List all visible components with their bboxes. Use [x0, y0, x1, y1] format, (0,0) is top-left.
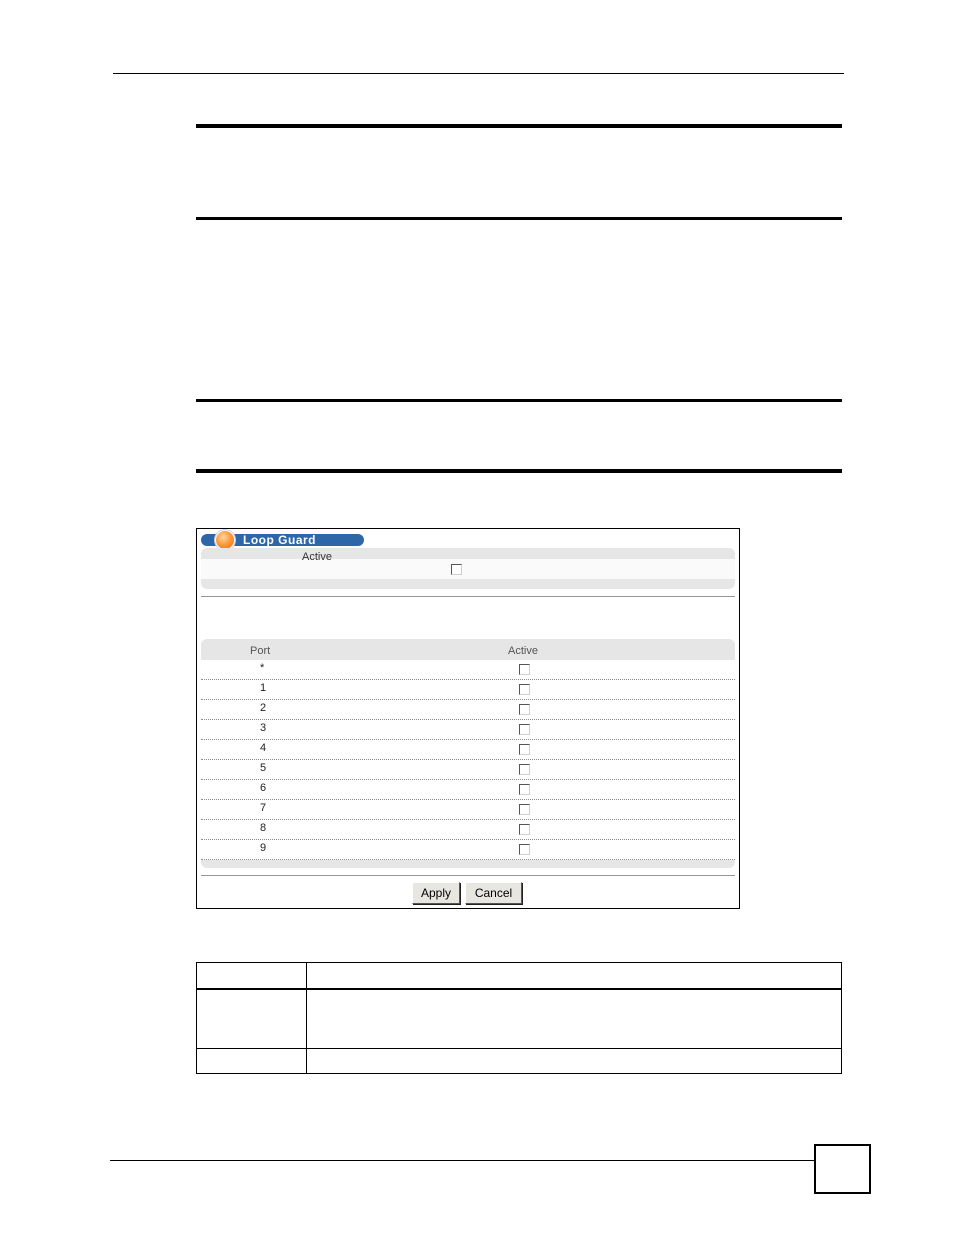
table-border — [196, 1073, 842, 1074]
port-active-checkbox[interactable] — [519, 744, 530, 755]
global-active-checkbox[interactable] — [451, 564, 462, 575]
port-cell: 5 — [260, 762, 267, 774]
port-active-checkbox[interactable] — [519, 824, 530, 835]
port-active-checkbox[interactable] — [519, 704, 530, 715]
table-border — [196, 1048, 842, 1049]
title-orb-icon — [215, 530, 235, 550]
port-active-checkbox[interactable] — [519, 684, 530, 695]
table-border — [841, 962, 842, 1074]
port-cell: * — [260, 662, 265, 674]
table-border — [196, 962, 197, 1074]
port-cell: 9 — [260, 842, 267, 854]
port-active-checkbox[interactable] — [519, 804, 530, 815]
table-row — [201, 780, 735, 800]
page-number-box — [814, 1144, 871, 1194]
table-border — [306, 962, 307, 1074]
port-cell: 6 — [260, 782, 267, 794]
footer-rule — [110, 1160, 814, 1161]
port-active-checkbox[interactable] — [519, 844, 530, 855]
column-header-active: Active — [508, 645, 538, 657]
port-cell: 7 — [260, 802, 267, 814]
table-border — [196, 988, 842, 990]
table-row — [201, 740, 735, 760]
port-cell: 1 — [260, 682, 267, 694]
header-rule — [113, 73, 844, 74]
screen-title: Loop Guard — [243, 533, 316, 547]
global-settings-panel — [201, 548, 735, 589]
global-active-label: Active — [302, 551, 332, 563]
note-rule-top-2 — [196, 399, 842, 402]
column-header-port: Port — [250, 645, 271, 657]
note-rule-top — [196, 124, 842, 128]
port-active-checkbox[interactable] — [519, 664, 530, 675]
note-rule-bottom — [196, 217, 842, 220]
table-row — [201, 760, 735, 780]
table-row — [201, 720, 735, 740]
port-active-checkbox[interactable] — [519, 764, 530, 775]
port-cell: 3 — [260, 722, 267, 734]
loop-guard-screen — [196, 528, 740, 909]
description-table — [196, 962, 842, 1075]
note-rule-bottom-2 — [196, 469, 842, 473]
table-row — [201, 700, 735, 720]
global-settings-row — [201, 559, 735, 579]
table-row — [201, 680, 735, 700]
divider — [201, 875, 735, 876]
table-border — [196, 962, 842, 963]
table-row — [201, 800, 735, 820]
cancel-button[interactable]: Cancel — [465, 882, 522, 904]
port-active-checkbox[interactable] — [519, 784, 530, 795]
table-row — [201, 660, 735, 680]
table-row — [201, 840, 735, 860]
port-cell: 8 — [260, 822, 267, 834]
divider — [201, 596, 735, 597]
port-cell: 2 — [260, 702, 267, 714]
apply-button[interactable]: Apply — [412, 882, 460, 904]
port-cell: 4 — [260, 742, 267, 754]
port-active-checkbox[interactable] — [519, 724, 530, 735]
table-row — [201, 820, 735, 840]
